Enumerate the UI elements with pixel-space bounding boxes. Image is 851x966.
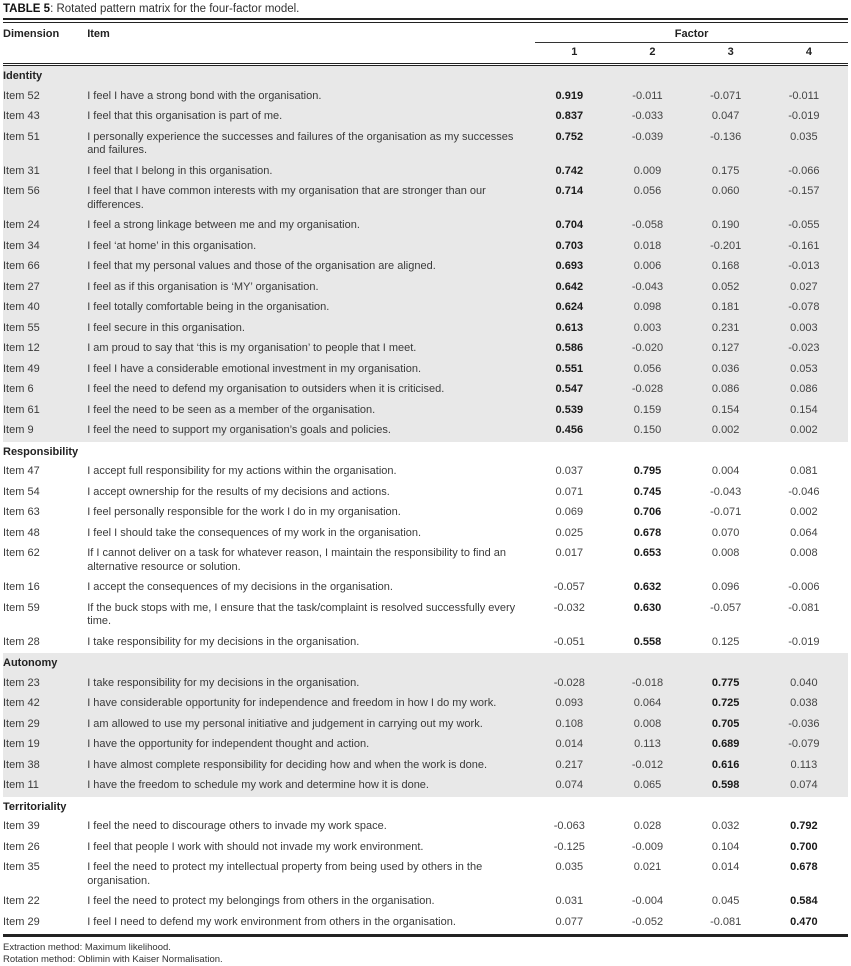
- factor-column-number: 4: [805, 46, 812, 58]
- item-id-cell: Item 22: [3, 895, 40, 907]
- factor-value-cell: 0.014: [535, 735, 613, 756]
- factor-value-cell: 0.081: [790, 465, 818, 477]
- factor-value-cell: 0.069: [555, 506, 584, 518]
- factor-value-cell: -0.006: [788, 581, 820, 593]
- factor-value-cell: 0.003: [613, 319, 691, 340]
- item-id-cell: Item 55: [3, 319, 87, 340]
- item-id-cell: Item 29: [3, 915, 40, 928]
- factor-value-cell: 0.064: [613, 694, 691, 715]
- factor-value-cell: 0.642: [535, 278, 613, 299]
- factor-value-cell: 0.624: [535, 298, 613, 319]
- item-id-cell: Item 27: [3, 278, 87, 299]
- factor-value-cell: 0.025: [555, 526, 584, 539]
- table-row: [3, 298, 848, 319]
- item-text-cell: I feel the need to protect my belongings from others in the organisation.: [87, 895, 435, 907]
- factor-value-cell: 0.725: [692, 694, 770, 715]
- item-text-cell: I have considerable opportunity for independence and freedom in how I do my work.: [87, 694, 535, 715]
- factor-value-cell: -0.081: [788, 601, 820, 614]
- section-header-row: [3, 653, 848, 674]
- item-id-cell: Item 11: [3, 776, 87, 797]
- factor-value-cell: 0.706: [633, 506, 662, 518]
- table-label: TABLE 5: [3, 3, 51, 15]
- factor-value-cell: -0.066: [770, 162, 848, 183]
- factor-value-cell: 0.040: [770, 674, 848, 695]
- item-id-cell: Item 39: [3, 820, 40, 832]
- factor-value-cell: 0.052: [692, 278, 770, 299]
- section-name: Territoriality: [3, 800, 67, 813]
- factor-value-cell: 0.613: [535, 319, 613, 340]
- table-row: [3, 838, 848, 859]
- table-row: [3, 216, 848, 237]
- item-id-cell: Item 54: [3, 485, 40, 498]
- factor-value-cell: 0.150: [613, 421, 691, 442]
- factor-value-cell: 0.003: [770, 319, 848, 340]
- factor-value-cell: 0.017: [555, 547, 584, 559]
- factor-value-cell: 0.693: [535, 257, 613, 278]
- item-id-cell: Item 35: [3, 861, 40, 873]
- factor-value-cell: -0.063: [553, 820, 585, 832]
- factor-value-cell: -0.071: [710, 506, 742, 518]
- factor-value-cell: -0.043: [710, 485, 742, 498]
- factor-value-cell: -0.058: [613, 216, 691, 237]
- table-row: [3, 544, 848, 578]
- factor-value-cell: -0.125: [553, 840, 585, 853]
- item-id-cell: Item 9: [3, 421, 87, 442]
- factor-value-cell: 0.096: [711, 581, 740, 593]
- factor-value-cell: -0.011: [613, 87, 691, 108]
- factor-value-cell: 0.705: [692, 715, 770, 736]
- factor-value-cell: 0.086: [770, 380, 848, 401]
- table-row: [3, 633, 848, 654]
- item-text-cell: I accept the consequences of my decisions in the organisation.: [87, 581, 393, 593]
- factor-value-cell: 0.704: [535, 216, 613, 237]
- factor-value-cell: 0.539: [535, 401, 613, 422]
- factor-value-cell: -0.019: [788, 635, 820, 648]
- table-row: [3, 735, 848, 756]
- item-id-cell: Item 24: [3, 216, 87, 237]
- factor-value-cell: 0.008: [613, 715, 691, 736]
- item-text-cell: I take responsibility for my decisions in the organisation.: [87, 674, 535, 695]
- factor-value-cell: 0.159: [613, 401, 691, 422]
- item-id-cell: Item 61: [3, 401, 87, 422]
- item-id-cell: Item 29: [3, 715, 87, 736]
- factor-value-cell: 0.018: [613, 237, 691, 258]
- factor-value-cell: 0.032: [711, 820, 740, 832]
- factor-value-cell: 0.551: [535, 360, 613, 381]
- factor-value-cell: 0.031: [555, 895, 584, 907]
- table-row: [3, 578, 848, 599]
- factor-value-cell: -0.161: [770, 237, 848, 258]
- item-id-cell: Item 28: [3, 635, 40, 648]
- factor-value-cell: 0.154: [692, 401, 770, 422]
- table-title: [3, 2, 848, 18]
- factor-value-cell: 0.056: [613, 360, 691, 381]
- table-row: [3, 913, 848, 934]
- factor-value-cell: -0.004: [631, 895, 664, 907]
- item-text-cell: I feel a strong linkage between me and my organisation.: [87, 216, 535, 237]
- column-header-dimension: Dimension: [3, 28, 60, 40]
- item-text-cell: If the buck stops with me, I ensure that the task/complaint is resolved successfully every time.: [87, 601, 516, 627]
- item-id-cell: Item 66: [3, 257, 87, 278]
- item-id-cell: Item 63: [3, 506, 40, 518]
- item-text-cell: I have almost complete responsibility for deciding how and when the work is done.: [87, 756, 535, 777]
- factor-value-cell: 0.002: [790, 506, 818, 518]
- factor-value-cell: 0.098: [613, 298, 691, 319]
- table-row: [3, 107, 848, 128]
- item-text-cell: I feel the need to protect my intellectual property from being used by others in the organisation.: [87, 861, 483, 887]
- item-text-cell: I feel that my personal values and those of the organisation are aligned.: [87, 257, 535, 278]
- factor-value-cell: 0.047: [692, 107, 770, 128]
- item-id-cell: Item 48: [3, 526, 40, 539]
- factor-value-cell: 0.678: [790, 861, 818, 873]
- factor-value-cell: 0.053: [770, 360, 848, 381]
- factor-value-cell: 0.045: [711, 895, 740, 907]
- item-text-cell: I feel totally comfortable being in the organisation.: [87, 298, 535, 319]
- table-row: [3, 380, 848, 401]
- item-id-cell: Item 34: [3, 237, 87, 258]
- item-text-cell: I feel I have a strong bond with the organisation.: [87, 87, 535, 108]
- table-row: [3, 817, 848, 838]
- factor-value-cell: 0.035: [555, 861, 584, 873]
- table-row: [3, 237, 848, 258]
- table-row: [3, 182, 848, 216]
- section-name: Responsibility: [3, 445, 79, 458]
- table-row: [3, 524, 848, 545]
- table-row: [3, 599, 848, 633]
- table-row: [3, 503, 848, 524]
- factor-value-cell: 0.547: [535, 380, 613, 401]
- factor-value-cell: 0.071: [555, 485, 584, 498]
- factor-value-cell: 0.077: [555, 915, 584, 928]
- factor-value-cell: 0.064: [790, 526, 818, 539]
- factor-value-cell: 0.014: [711, 861, 740, 873]
- factor-value-cell: 0.217: [535, 756, 613, 777]
- item-text-cell: I am proud to say that ‘this is my organisation’ to people that I meet.: [87, 339, 535, 360]
- item-text-cell: I feel that I belong in this organisation.: [87, 162, 535, 183]
- factor-value-cell: 0.009: [613, 162, 691, 183]
- item-text-cell: I feel secure in this organisation.: [87, 319, 535, 340]
- table-row: [3, 128, 848, 162]
- table-row: [3, 360, 848, 381]
- factor-value-cell: 0.027: [770, 278, 848, 299]
- factor-value-cell: 0.919: [535, 87, 613, 108]
- factor-value-cell: 0.168: [692, 257, 770, 278]
- factor-value-cell: 0.074: [535, 776, 613, 797]
- factor-value-cell: -0.051: [553, 635, 585, 648]
- factor-value-cell: 0.700: [790, 840, 818, 853]
- factor-value-cell: 0.004: [711, 465, 740, 477]
- factor-value-cell: 0.038: [770, 694, 848, 715]
- factor-value-cell: 0.002: [692, 421, 770, 442]
- factor-value-cell: 0.837: [535, 107, 613, 128]
- item-id-cell: Item 38: [3, 756, 87, 777]
- item-text-cell: I feel the need to discourage others to invade my work space.: [87, 820, 387, 832]
- item-id-cell: Item 52: [3, 87, 87, 108]
- item-text-cell: I feel I should take the consequences of my work in the organisation.: [87, 526, 422, 539]
- factor-value-cell: 0.021: [633, 861, 662, 873]
- item-text-cell: I take responsibility for my decisions in the organisation.: [87, 635, 360, 648]
- factor-column-number: 3: [727, 46, 734, 58]
- table-row: [3, 756, 848, 777]
- footnote-line: Extraction method: Maximum likelihood.: [3, 942, 171, 953]
- factor-value-cell: 0.104: [711, 840, 740, 853]
- item-id-cell: Item 40: [3, 298, 87, 319]
- factor-value-cell: -0.039: [613, 128, 691, 162]
- factor-column-number: 1: [571, 46, 578, 58]
- table-row: [3, 674, 848, 695]
- factor-value-cell: -0.043: [613, 278, 691, 299]
- factor-value-cell: 0.584: [790, 895, 818, 907]
- factor-value-cell: -0.081: [710, 915, 742, 928]
- factor-value-cell: -0.201: [692, 237, 770, 258]
- factor-value-cell: 0.060: [692, 182, 770, 216]
- item-id-cell: Item 16: [3, 581, 40, 593]
- item-id-cell: Item 12: [3, 339, 87, 360]
- factor-value-cell: 0.181: [692, 298, 770, 319]
- table-row: [3, 483, 848, 504]
- factor-value-cell: -0.036: [770, 715, 848, 736]
- factor-value-cell: 0.678: [633, 526, 662, 539]
- item-text-cell: I feel I need to defend my work environment from others in the organisation.: [87, 915, 456, 928]
- item-text-cell: I feel I have a considerable emotional investment in my organisation.: [87, 360, 535, 381]
- factor-value-cell: -0.078: [770, 298, 848, 319]
- factor-value-cell: 0.792: [790, 820, 818, 832]
- item-text-cell: I feel the need to defend my organisation to outsiders when it is criticised.: [87, 380, 535, 401]
- factor-value-cell: 0.113: [613, 735, 691, 756]
- table-row: [3, 858, 848, 892]
- factor-value-cell: 0.006: [613, 257, 691, 278]
- table-row: [3, 462, 848, 483]
- item-text-cell: I feel as if this organisation is ‘MY’ organisation.: [87, 278, 535, 299]
- section-header-row: [3, 797, 848, 818]
- factor-value-cell: -0.013: [770, 257, 848, 278]
- factor-value-cell: -0.071: [692, 87, 770, 108]
- factor-value-cell: 0.470: [790, 915, 818, 928]
- footnote-line: Rotation method: Oblimin with Kaiser Normalisation.: [3, 954, 223, 965]
- factor-value-cell: 0.154: [770, 401, 848, 422]
- item-id-cell: Item 6: [3, 380, 87, 401]
- item-id-cell: Item 19: [3, 735, 87, 756]
- factor-value-cell: 0.008: [711, 547, 740, 559]
- item-id-cell: Item 31: [3, 162, 87, 183]
- item-text-cell: I feel personally responsible for the work I do in my organisation.: [87, 506, 401, 518]
- factor-value-cell: -0.052: [631, 915, 664, 928]
- table-row: [3, 278, 848, 299]
- item-text-cell: I feel ‘at home’ in this organisation.: [87, 237, 535, 258]
- factor-value-cell: 0.036: [692, 360, 770, 381]
- factor-value-cell: 0.586: [535, 339, 613, 360]
- factor-value-cell: 0.035: [770, 128, 848, 162]
- factor-value-cell: 0.616: [692, 756, 770, 777]
- factor-value-cell: -0.018: [613, 674, 691, 695]
- pattern-matrix-table: [3, 23, 848, 933]
- factor-value-cell: 0.632: [633, 581, 662, 593]
- factor-value-cell: -0.079: [770, 735, 848, 756]
- factor-value-cell: 0.113: [770, 756, 848, 777]
- item-id-cell: Item 49: [3, 360, 87, 381]
- factor-value-cell: -0.020: [613, 339, 691, 360]
- table-row: [3, 401, 848, 422]
- factor-value-cell: 0.703: [535, 237, 613, 258]
- item-text-cell: I feel that people I work with should not invade my work environment.: [87, 840, 424, 853]
- table-row: [3, 162, 848, 183]
- factor-column-number: 2: [649, 46, 656, 58]
- factor-value-cell: 0.093: [535, 694, 613, 715]
- item-id-cell: Item 42: [3, 694, 87, 715]
- item-text-cell: I feel the need to be seen as a member of the organisation.: [87, 401, 535, 422]
- factor-value-cell: -0.057: [553, 581, 585, 593]
- factor-value-cell: 0.456: [535, 421, 613, 442]
- factor-value-cell: -0.009: [631, 840, 664, 853]
- factor-value-cell: 0.086: [692, 380, 770, 401]
- table-row: [3, 715, 848, 736]
- factor-value-cell: 0.070: [711, 526, 740, 539]
- factor-value-cell: 0.008: [790, 547, 818, 559]
- factor-value-cell: 0.074: [770, 776, 848, 797]
- factor-value-cell: -0.046: [788, 485, 820, 498]
- section-name: Autonomy: [3, 653, 848, 674]
- item-id-cell: Item 26: [3, 840, 40, 853]
- factor-value-cell: 0.028: [633, 820, 662, 832]
- table-header: [3, 23, 848, 65]
- item-text-cell: I feel the need to support my organisation’s goals and policies.: [87, 421, 535, 442]
- section-header-row: [3, 442, 848, 463]
- factor-value-cell: 0.630: [633, 601, 662, 614]
- factor-value-cell: 0.231: [692, 319, 770, 340]
- table-row: [3, 339, 848, 360]
- factor-value-cell: 0.056: [613, 182, 691, 216]
- factor-value-cell: -0.011: [770, 87, 848, 108]
- item-text-cell: I am allowed to use my personal initiative and judgement in carrying out my work.: [87, 715, 535, 736]
- factor-value-cell: 0.775: [692, 674, 770, 695]
- factor-value-cell: 0.190: [692, 216, 770, 237]
- table-row: [3, 892, 848, 913]
- table-row: [3, 694, 848, 715]
- factor-value-cell: 0.002: [770, 421, 848, 442]
- table-caption: : Rotated pattern matrix for the four-factor model.: [50, 3, 300, 15]
- factor-value-cell: 0.125: [711, 635, 740, 648]
- section-name: Identity: [3, 65, 848, 87]
- factor-value-cell: -0.019: [770, 107, 848, 128]
- factor-value-cell: -0.028: [535, 674, 613, 695]
- factor-value-cell: 0.065: [613, 776, 691, 797]
- factor-value-cell: -0.032: [553, 601, 585, 614]
- factor-value-cell: 0.558: [633, 635, 662, 648]
- factor-value-cell: -0.157: [770, 182, 848, 216]
- item-id-cell: Item 47: [3, 465, 40, 477]
- factor-value-cell: -0.023: [770, 339, 848, 360]
- factor-value-cell: -0.012: [613, 756, 691, 777]
- factor-value-cell: 0.598: [692, 776, 770, 797]
- table-body: [3, 65, 848, 934]
- item-text-cell: I accept full responsibility for my actions within the organisation.: [87, 465, 397, 477]
- item-text-cell: I accept ownership for the results of my decisions and actions.: [87, 485, 390, 498]
- factor-value-cell: 0.752: [535, 128, 613, 162]
- factor-value-cell: 0.689: [692, 735, 770, 756]
- factor-value-cell: 0.108: [535, 715, 613, 736]
- factor-value-cell: 0.714: [535, 182, 613, 216]
- factor-value-cell: -0.055: [770, 216, 848, 237]
- table-footnotes: [3, 937, 848, 966]
- item-text-cell: I personally experience the successes and failures of the organisation as my successes and failures.: [87, 128, 535, 162]
- factor-value-cell: -0.033: [613, 107, 691, 128]
- item-id-cell: Item 56: [3, 182, 87, 216]
- item-text-cell: I feel that this organisation is part of me.: [87, 107, 535, 128]
- table-row: [3, 421, 848, 442]
- item-id-cell: Item 43: [3, 107, 87, 128]
- table-row: [3, 776, 848, 797]
- item-id-cell: Item 51: [3, 128, 87, 162]
- item-text-cell: I feel that I have common interests with my organisation that are stronger than our differences.: [87, 182, 535, 216]
- factor-value-cell: 0.795: [633, 465, 662, 477]
- factor-value-cell: 0.745: [633, 485, 662, 498]
- factor-value-cell: 0.037: [555, 465, 584, 477]
- factor-value-cell: -0.028: [613, 380, 691, 401]
- factor-value-cell: -0.136: [692, 128, 770, 162]
- item-text-cell: I have the opportunity for independent thought and action.: [87, 735, 535, 756]
- item-id-cell: Item 59: [3, 601, 40, 614]
- column-header-item: Item: [87, 28, 110, 40]
- item-id-cell: Item 62: [3, 547, 40, 559]
- section-header-row: [3, 65, 848, 87]
- table-row: [3, 319, 848, 340]
- factor-value-cell: 0.127: [692, 339, 770, 360]
- table-row: [3, 257, 848, 278]
- factor-value-cell: -0.057: [710, 601, 742, 614]
- factor-value-cell: 0.653: [633, 547, 662, 559]
- item-text-cell: If I cannot deliver on a task for whatever reason, I maintain the responsibility to find an alternative resource or solution.: [87, 547, 507, 573]
- table-row: [3, 87, 848, 108]
- factor-value-cell: 0.175: [692, 162, 770, 183]
- factor-value-cell: 0.742: [535, 162, 613, 183]
- item-id-cell: Item 23: [3, 674, 87, 695]
- item-text-cell: I have the freedom to schedule my work and determine how it is done.: [87, 776, 535, 797]
- column-header-factor-group: Factor: [535, 23, 848, 43]
